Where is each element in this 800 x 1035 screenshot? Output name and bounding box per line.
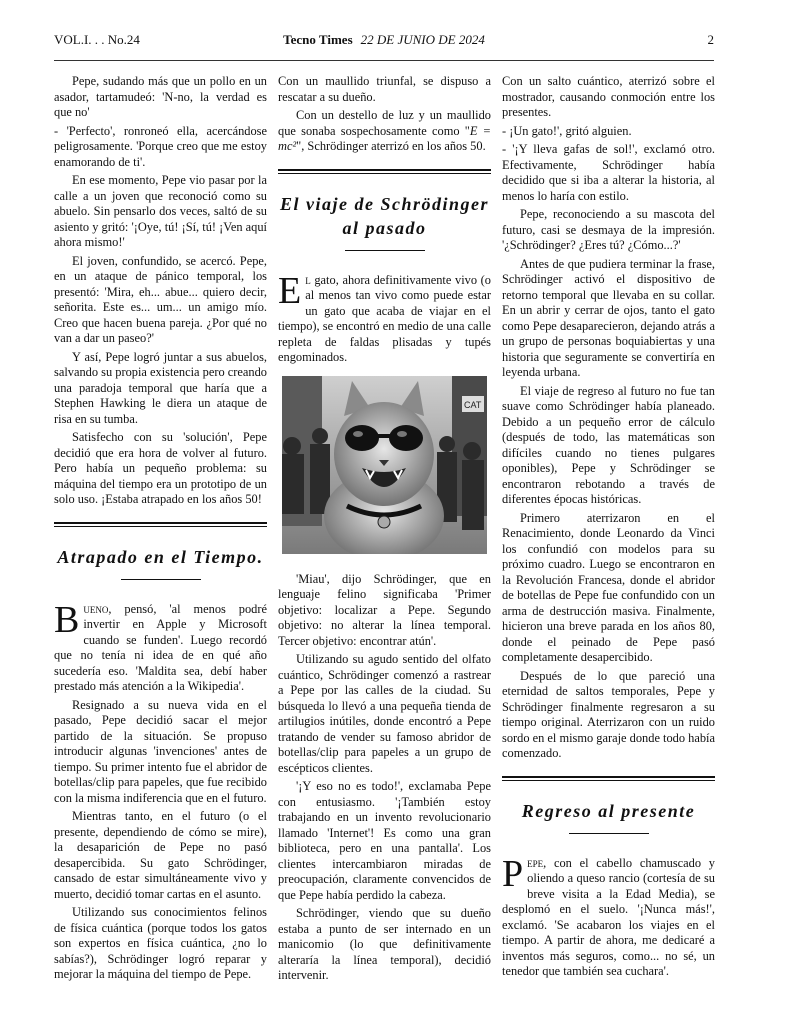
paragraph: Antes de que pudiera terminar la frase, Schrödinger activó el dispositivo de retorno temporal que llevaba en su collar. En un abrir y cerrar de ojos, tanto el gato como Pepe desaparecieron, dejando atrás a un grupo de personas boquiabiertas y una historia que seguramente se convertiría en leyenda urbana. — [502, 256, 715, 379]
paragraph: Utilizando sus conocimientos felinos de física cuántica (porque todos los gatos son expertos en física cuántica, ¿no lo sabías?), Schrödinger logró reparar y mejorar la máquina del tiempo de Pepe. — [54, 905, 267, 981]
paragraph: - 'Perfecto', ronroneó ella, acercándose peligrosamente. 'Porque creo que me estoy enamorando de ti'. — [54, 123, 267, 169]
issue-date: 22 DE JUNIO DE 2024 — [360, 32, 485, 47]
paragraph — [278, 108, 491, 155]
section-rule — [54, 522, 267, 527]
lead-text: , pensó, 'al menos podré invertir en Apple y Microsoft cuando se funden'. Luego recordó que no tenía ni idea de en qué año sucedería eso. 'Maldita sea, debí haber prestado más atención a la Wikipedia'. — [54, 601, 267, 693]
column-1 — [54, 74, 267, 983]
section-rule — [278, 169, 491, 174]
lead-paragraph — [278, 269, 491, 366]
column-2 — [278, 74, 491, 984]
title-underline — [345, 250, 425, 251]
paragraph: Con un salto cuántico, aterrizó sobre el mostrador, causando conmoción entre los presentes. — [502, 74, 715, 119]
text: ", Schrödinger aterrizó en los años 50. — [296, 139, 486, 153]
small-caps-lead: ueno — [83, 601, 109, 616]
lead-text: , con el cabello chamuscado y oliendo a queso rancio (cortesía de su breve visita a la Edad Media), se desplomó en el suelo. '¡Nunca más!', exclamó. 'Se acabaron los viajes en el tiempo. A partir de ahora, me dedicaré a inventos más seguros, como... no sé, un tenedor que también sea cuchara'. — [502, 855, 715, 978]
paragraph: Con un maullido triunfal, se dispuso a rescatar a su dueño. — [278, 74, 491, 104]
paragraph: - '¡Y lleva gafas de sol!', exclamó otro. Efectivamente, Schrödinger había decidido que si iba a alterar la historia, al menos lo haría con estilo. — [502, 142, 715, 203]
paragraph: Pepe, sudando más que un pollo en un asador, tartamudeó: 'N-no, la verdad es que no' — [54, 74, 267, 119]
page-number: 2 — [707, 32, 714, 47]
volume-number: VOL.I. . . No.24 — [54, 32, 140, 47]
column-3 — [502, 74, 715, 980]
paragraph: Utilizando su agudo sentido del olfato cuántico, Schrödinger comenzó a rastrear a Pepe por las calles de la ciudad. Su búsqueda lo llevó a una pequeña tienda de artilugios inútiles, donde encontró a Pepe tratando de vender su famoso abridor de botellas/clip para papeles a un grupo de escépticos clientes. — [278, 652, 491, 775]
paragraph: El viaje de regreso al futuro no fue tan suave como Schrödinger había planeado. Debido a un pequeño error de cálculo (después de todo, las matemáticas son difíciles cuando no tienes pulgares oponibles), Pepe y Schrödinger se encontraron rebotando a través de diferentes épocas históricas. — [502, 383, 715, 506]
paragraph: En ese momento, Pepe vio pasar por la calle a un joven que reconoció como su abuelo. Sin pensarlo dos veces, saltó de su asiento y gritó: '¡Oye, tú! ¡Sí, tú! ¡Ven aquí ahora mismo!' — [54, 173, 267, 249]
newspaper-name: Tecno Times — [283, 32, 353, 47]
paragraph: Resignado a su nueva vida en el pasado, Pepe decidió sacar el mejor partido de la situación. Se propuso introducir algunas 'invenciones' antes de tiempo. Su primer intento fue el abridor de botellas/clip para papeles, que fue recibido con la misma indiferencia que en el futuro. — [54, 697, 267, 805]
lead-paragraph — [54, 598, 267, 695]
small-caps-lead: l — [305, 272, 311, 287]
paragraph: 'Miau', dijo Schrödinger, que en lenguaje felino significaba 'Primer objetivo: localizar a Pepe. Segundo objetivo: no alterar la línea temporal. Tercer objetivo: encontrar atún'. — [278, 571, 491, 648]
drop-cap: B — [54, 598, 80, 641]
masthead — [54, 32, 714, 48]
text: Con un destello de luz y un maullido que sonaba sospechosamente como " — [278, 108, 491, 138]
cat-illustration — [282, 376, 487, 554]
drop-cap: E — [278, 269, 302, 312]
collar-device — [378, 516, 390, 528]
section-title: Regreso al presente — [521, 800, 696, 821]
small-caps-lead: epe — [527, 855, 544, 870]
title-underline — [569, 833, 649, 834]
shop-sign-text: CAT — [464, 399, 482, 410]
drop-cap: P — [502, 852, 524, 895]
paragraph: Después de lo que pareció una eternidad de saltos temporales, Pepe y Schrödinger finalmente regresaron a su tiempo original. Aterrizaron con un ruido sordo en el mismo garaje donde todo había comenzado. — [502, 668, 715, 760]
title-underline — [121, 579, 201, 580]
section-title: Atrapado en el Tiempo. — [57, 546, 264, 567]
paragraph: El joven, confundido, se acercó. Pepe, en un ataque de pánico temporal, los presentó: 'Mira, eh... abue... quiero decir, señorita. Este es... um... un amigo mío. Creo que hacen buena pareja. ¿Por qué no van a dar un paseo?' — [54, 253, 267, 345]
paragraph: - ¡Un gato!', gritó alguien. — [502, 123, 632, 138]
paragraph: Y así, Pepe logró juntar a sus abuelos, salvando su propia existencia pero creando una paradoja temporal que haría que a Stephen Hawking le diera un ataque de risa en su tumba. — [54, 349, 267, 426]
paragraph: Satisfecho con su 'solución', Pepe decidió que era hora de volver al futuro. Pero había un pequeño problema: su máquina del tiempo era un prototipo de un solo uso. ¡Estaba atrapado en los años 50! — [54, 430, 267, 506]
header-rule — [54, 60, 714, 61]
section-rule — [502, 776, 715, 781]
paragraph: Primero aterrizaron en el Renacimiento, donde Leonardo da Vinci los confundió con modelos para su próximo cuadro. Luego se encontraron en la Revolución Francesa, donde el abridor de botellas de Pepe fue confundido con un arma de destrucción masiva. Finalmente, hicieron una breve parada en los años 80, donde el peinado de Pepe pasó completamente desapercibido. — [502, 510, 715, 664]
paragraph: Schrödinger, viendo que su dueño estaba a punto de ser internado en un manicomio (lo que definitivamente alteraría la línea temporal), decidió intervenir. — [278, 906, 491, 982]
paragraph: Mientras tanto, en el futuro (o el presente, dependiendo de cómo se mire), la desaparición de Pepe no pasó desapercibida. Su gato Schrödinger, cansado de estar simultáneamente vivo y muerto, decidió tomar cartas en el asunto. — [54, 809, 267, 901]
lead-paragraph — [502, 852, 715, 980]
paragraph: '¡Y eso no es todo!', exclamaba Pepe con entusiasmo. '¡También estoy trabajando en un invento revolucionario llamado 'Internet'! Es como una gran biblioteca, pero en una pantalla'. Los clientes intercambiaron miradas de preocupación, claramente convencidos de que Pepe había perdido la cabeza. — [278, 779, 491, 902]
section-title: El viaje de Schrödinger al pasado — [280, 193, 489, 238]
page-header — [54, 32, 714, 52]
equation: E = mc² — [278, 123, 492, 153]
paragraph: Pepe, reconociendo a su mascota del futuro, casi se desmaya de la impresión. '¿Schrödinger? ¿Eres tú? ¿Cómo...?' — [502, 207, 715, 252]
lead-text: gato, ahora definitivamente vivo (o al menos tan vivo como puede estar un gato que acaba de viajar en el tiempo), se encontró en medio de una calle repleta de faldas plisadas y tupés engominados. — [278, 272, 491, 364]
cat-head — [334, 402, 434, 506]
